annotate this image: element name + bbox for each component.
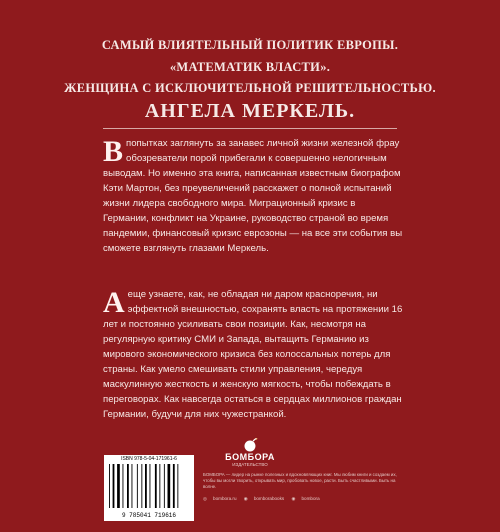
link-social-2: bombora [301, 496, 320, 501]
description-paragraph-2 [103, 287, 403, 422]
globe-icon: ◎ [203, 496, 208, 501]
social-icon-2: ◉ [291, 496, 296, 501]
social-icon: ◉ [243, 496, 248, 501]
dropcap-2: А [103, 286, 125, 319]
headline-line-3: ЖЕНЩИНА С ИСКЛЮЧИТЕЛЬНОЙ РЕШИТЕЛЬНОСТЬЮ. [64, 81, 436, 95]
dropcap-1: В [103, 135, 124, 168]
headline-line-2: «МАТЕМАТИК ВЛАСТИ». [169, 60, 331, 74]
publisher-subtitle: ИЗДАТЕЛЬСТВО [232, 462, 268, 467]
publisher-name: БОМБОРА [225, 452, 275, 462]
isbn-barcode [104, 455, 194, 521]
publisher-logo [225, 438, 275, 470]
link-social-1: bomborabooks [253, 496, 285, 501]
barcode-digits: 9 785041 719616 [121, 512, 176, 519]
isbn-number: ISBN 978-5-04-171961-6 [121, 456, 177, 462]
description-paragraph-1 [103, 136, 403, 256]
link-site: bombora.ru [213, 496, 237, 501]
publisher-imprint: БОМБОРА — лидер на рынке полезных и вдохновляющих книг. Мы любим книги и создаем их, чтобы вы могли творить, открывать мир, пробовать новое, расти. Быть счастливыми. Быть на волне. [203, 472, 397, 489]
publisher-links [203, 496, 413, 502]
bomb-icon [240, 438, 260, 452]
paragraph-2-text: еще узнаете, как, не обладая ни даром красноречия, ни эффектной внешностью, сохранять власть на протяжении 16 лет и постоянно усиливать свои позиции. Как, несмотря на регулярную критику СМИ и Запада, вытащить Германию из мирового экономического кризиса без колоссальных потерь для страны. Как умело смешивать стили управления, чередуя маскулинную жесткость и женскую мягкость, чтобы побеждать в переговорах. Как навсегда остаться в сердцах миллионов граждан Германии, будучи для них чужестранкой. [103, 289, 403, 420]
divider [103, 128, 397, 129]
headline-title: АНГЕЛА МЕРКЕЛЬ. [144, 100, 356, 122]
paragraph-1-text: попытках заглянуть за занавес личной жизни железной фрау обозреватели порой прибегали к совершенно нелогичным выводам. Но именно эта книга, написанная известным биографом Кэти Мартон, без преувеличений расскажет о полной испытаний жизни лидера свободного мира. Миграционный кризис в Германии, конфликт на Украине, руководство страной во время пандемии, финансовый кризис еврозоны — на все эти события вы сможете взглянуть глазами Меркель. [103, 138, 403, 254]
barcode-bars [109, 464, 189, 508]
headline-line-1: САМЫЙ ВЛИЯТЕЛЬНЫЙ ПОЛИТИК ЕВРОПЫ. [101, 38, 399, 52]
